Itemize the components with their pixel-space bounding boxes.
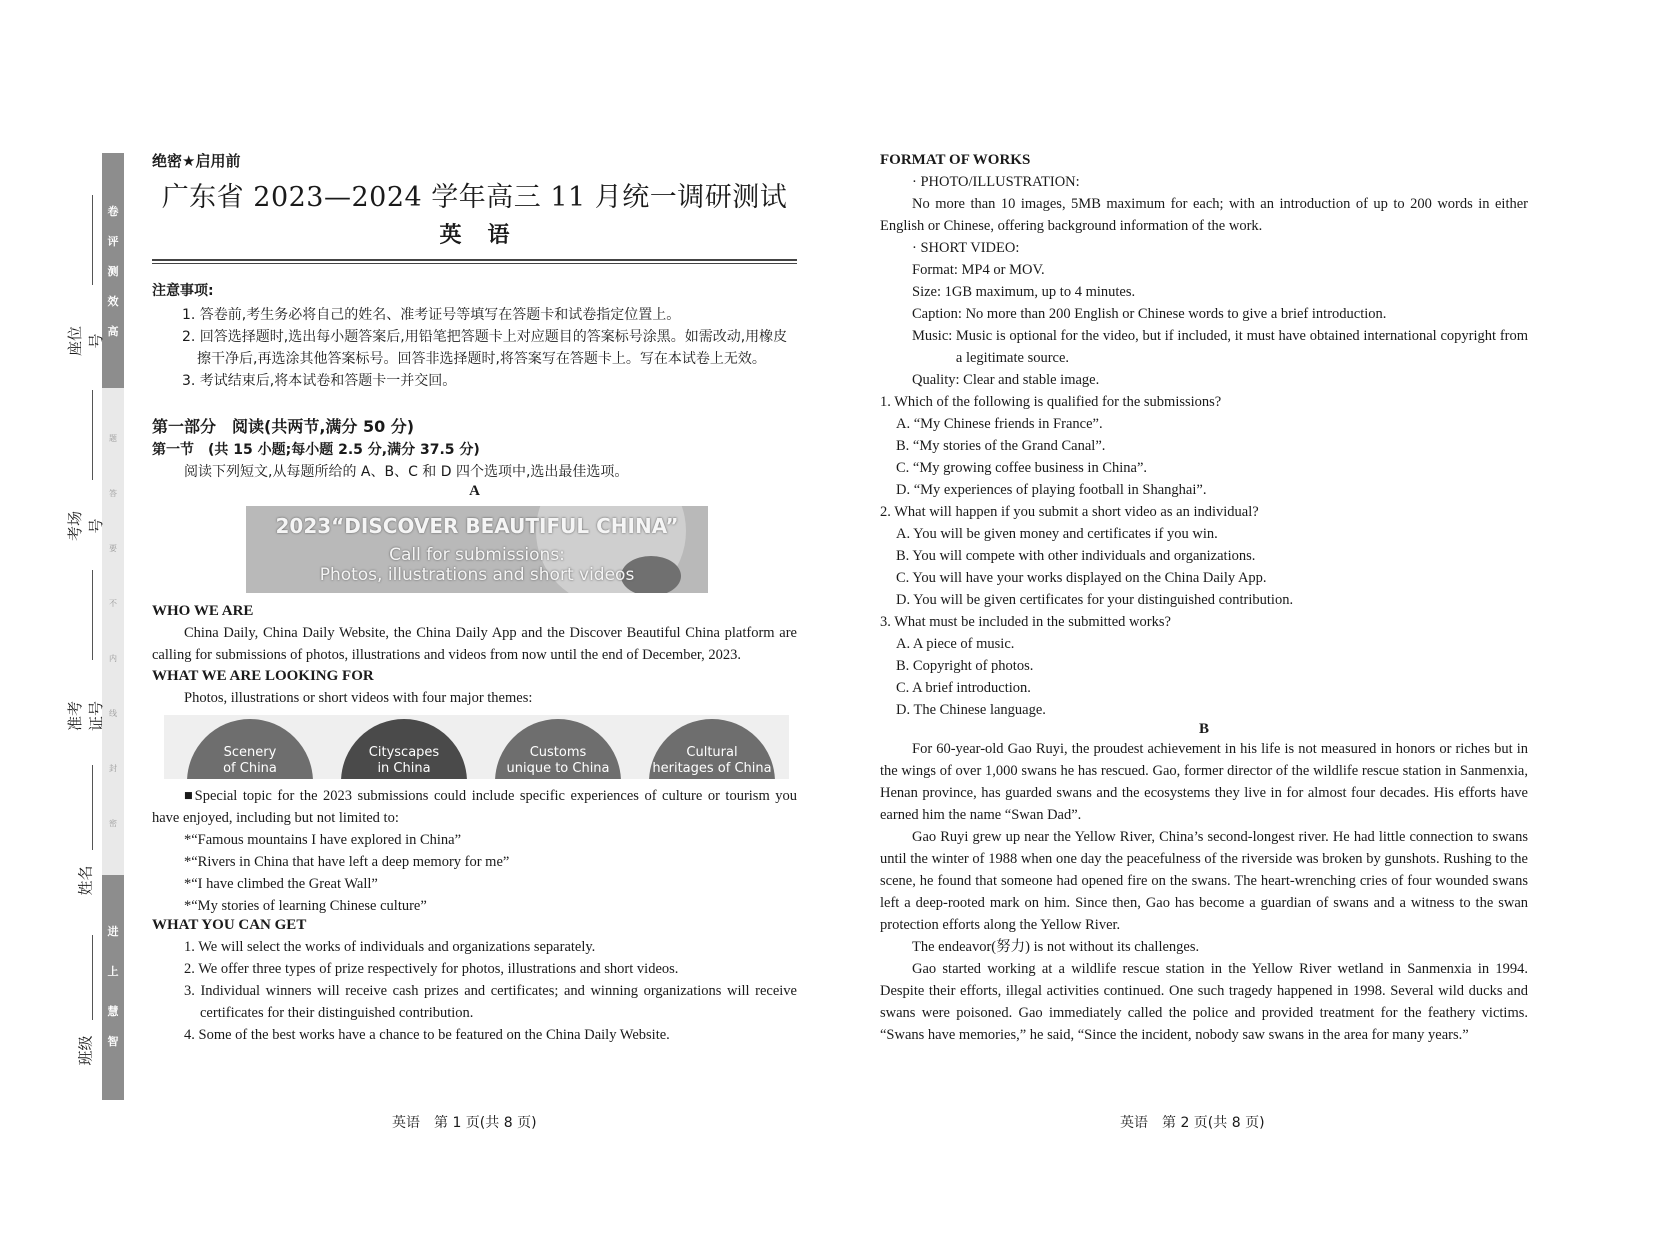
banner-headline: 2023“DISCOVER BEAUTIFUL CHINA” (275, 514, 679, 538)
part-title: 第一部分 阅读(共两节,满分 50 分) (152, 417, 415, 436)
passage-label-b: B (1198, 721, 1209, 737)
answer-option[interactable]: C. A brief introduction. (896, 680, 1031, 696)
theme-circle (341, 719, 467, 779)
answer-option[interactable]: A. A piece of music. (896, 636, 1015, 652)
margin-label: 智 (107, 1035, 119, 1048)
theme-label: unique to China (506, 761, 610, 776)
class-line (92, 935, 93, 1020)
looking-for-text: Photos, illustrations or short videos with four major themes: (184, 690, 533, 706)
passage-b-paragraph: The endeavor(努力) is not without its challenges. (912, 939, 1200, 955)
margin-label: 评 (107, 235, 119, 248)
margin-label: 慧 (107, 1005, 119, 1018)
page-footer: 英语 第 2 页(共 8 页) (1120, 1115, 1265, 1131)
theme-label: Cityscapes (368, 745, 440, 760)
who-we-are-heading: WHO WE ARE (152, 603, 254, 619)
margin-label: 题 (109, 434, 117, 443)
answer-option[interactable]: C. “My growing coffee business in China”. (896, 460, 1148, 476)
theme-label: heritages of China (652, 761, 772, 776)
prize-item: 4. Some of the best works have a chance to be featured on the China Daily Website. (184, 1027, 670, 1043)
admission-number-line (92, 570, 93, 660)
prize-item: 3. Individual winners will receive cash prizes and certificates; and winning organizations will receive certificates for their distinguished contribution. (184, 983, 797, 1021)
class-field[interactable]: 班级 (76, 1035, 95, 1066)
margin-label: 线 (109, 709, 117, 718)
example-topic: *“I have climbed the Great Wall” (184, 876, 378, 892)
passage-label-a: A (469, 483, 480, 499)
admission-number-field[interactable]: 准考证号 (66, 700, 105, 731)
video-requirement: Caption: No more than 200 English or Chinese words to give a brief introduction. (912, 306, 1387, 322)
theme-label: in China (377, 761, 431, 776)
theme-circle (649, 719, 775, 779)
page-1 (152, 150, 797, 1046)
margin-label: 要 (109, 544, 117, 553)
margin-label: 上 (107, 965, 119, 978)
name-line (92, 765, 93, 850)
banner-subline: Photos, illustrations and short videos (319, 565, 635, 585)
question: 1. Which of the following is qualified for the submissions? (880, 394, 1222, 410)
section-instructions: 阅读下列短文,从每题所给的 A、B、C 和 D 四个选项中,选出最佳选项。 (184, 464, 629, 480)
what-you-can-get-heading: WHAT YOU CAN GET (152, 917, 307, 933)
video-requirement: Format: MP4 or MOV. (912, 262, 1045, 278)
passage-b-paragraph: Gao Ruyi grew up near the Yellow River, China’s second-longest river. He had little connection to swans until the winter of 1988 when one day the peacefulness of the riverside was broken by gunshots. Rushing to the scene, he found that someone had opened fire on the swans. The heart-wrenching cries of four wounded swans left a deep-rooted mark on him. Since then, Gao has become a guardian of swans and a witness to the swan protection efforts along the Yellow River. (880, 829, 1528, 933)
margin-label: 进 (107, 925, 119, 938)
margin-label: 内 (109, 654, 117, 663)
example-topic: *“Rivers in China that have left a deep memory for me” (184, 854, 510, 870)
special-topic-text: ■Special topic for the 2023 submissions could include specific experiences of culture or tourism you have enjoyed, including but not limited to: (152, 788, 797, 826)
answer-option[interactable]: D. The Chinese language. (896, 702, 1046, 718)
banner-subline: Call for submissions: (389, 545, 565, 565)
subject-title: 英语 (439, 223, 536, 248)
photo-requirements: No more than 10 images, 5MB maximum for each; with an introduction of up to 200 words in either English or Chinese, offering background information of the work. (880, 196, 1528, 234)
margin-label: 答 (109, 489, 117, 498)
music-label: Music: (912, 328, 956, 344)
notice-title: 注意事项: (152, 283, 214, 299)
looking-for-heading: WHAT WE ARE LOOKING FOR (152, 668, 374, 684)
answer-option[interactable]: B. “My stories of the Grand Canal”. (896, 438, 1106, 454)
title-divider (152, 259, 797, 264)
exam-title: 广东省 2023—2024 学年高三 11 月统一调研测试 (161, 182, 788, 213)
name-field[interactable]: 姓名 (76, 865, 95, 896)
exam-room-field[interactable]: 考场号 (66, 510, 105, 541)
seat-number-line (92, 195, 93, 285)
theme-circle (495, 719, 621, 779)
section-title: 第一节 (共 15 小题;每小题 2.5 分,满分 37.5 分) (152, 442, 480, 458)
prize-item: 2. We offer three types of prize respectively for photos, illustrations and short videos. (184, 961, 679, 977)
margin-label: 卷 (107, 205, 119, 218)
question: 3. What must be included in the submitted works? (880, 614, 1171, 630)
format-heading: FORMAT OF WORKS (880, 152, 1031, 168)
example-topic: *“Famous mountains I have explored in China” (184, 832, 462, 848)
answer-option[interactable]: C. You will have your works displayed on the China Daily App. (896, 570, 1267, 586)
quality-requirement: Quality: Clear and stable image. (912, 372, 1100, 388)
themes-graphic (164, 715, 789, 779)
video-requirement: Size: 1GB maximum, up to 4 minutes. (912, 284, 1136, 300)
music-text: Music is optional for the video, but if included, it must have obtained international copyright from a legitimate source. (955, 328, 1528, 366)
theme-label: of China (223, 761, 277, 776)
page-footer: 英语 第 1 页(共 8 页) (392, 1115, 537, 1131)
notice-item: 2. 回答选择题时,选出每小题答案后,用铅笔把答题卡上对应题目的答案标号涂黑。如需改动,用橡皮擦干净后,再选涂其他答案标号。回答非选择题时,将答案写在答题卡上。写在本试卷上无效。 (182, 329, 788, 367)
music-requirement (880, 325, 1528, 369)
notice-item: 3. 考试结束后,将本试卷和答题卡一并交回。 (182, 373, 457, 389)
passage-b-paragraph: For 60-year-old Gao Ruyi, the proudest achievement in his life is not measured in honors or riches but in the wings of over 1,000 swans he has rescued. Gao, former director of the wildlife rescue station in Sanmenxia, Henan province, has guarded swans and the ecosystems they live in for almost four decades. His efforts have earned him the name “Swan Dad”. (880, 741, 1528, 823)
page-2 (880, 150, 1528, 1046)
prize-item: 1. We will select the works of individuals and organizations separately. (184, 939, 596, 955)
example-topic: *“My stories of learning Chinese culture” (184, 898, 427, 914)
confidential-mark: 绝密★启用前 (152, 152, 241, 170)
answer-option[interactable]: D. You will be given certificates for your distinguished contribution. (896, 592, 1294, 608)
seat-number-field[interactable]: 座位号 (66, 325, 105, 356)
margin-label: 不 (109, 599, 117, 608)
answer-option[interactable]: B. Copyright of photos. (896, 658, 1034, 674)
theme-label: Scenery (223, 745, 277, 760)
video-heading: · SHORT VIDEO: (912, 240, 1020, 256)
theme-label: Cultural (686, 745, 738, 760)
who-we-are-text: China Daily, China Daily Website, the China Daily App and the Discover Beautiful China platform are calling for submissions of photos, illustrations and videos from now until the end of December, 2023. (152, 625, 797, 663)
answer-option[interactable]: D. “My experiences of playing football in Shanghai”. (896, 482, 1207, 498)
notice-item: 1. 答卷前,考生务必将自己的姓名、准考证号等填写在答题卡和试卷指定位置上。 (182, 307, 681, 323)
discover-china-banner (246, 506, 708, 593)
binding-margin (102, 153, 124, 1100)
passage-b-paragraph: Gao started working at a wildlife rescue station in the Yellow River wetland in Sanmenxia in 1994. Despite their efforts, illegal activities continued. One such tragedy happened in 1998. Several wild ducks and swans were poisoned. Gao immediately called the police and provided treatment for the feathery victims. “Swans have memories,” he said, “Since the incident, nobody saw swans in the area for many years.” (880, 961, 1528, 1043)
answer-option[interactable]: A. You will be given money and certificates if you win. (896, 526, 1218, 542)
margin-label: 高 (107, 325, 119, 338)
margin-label: 测 (107, 265, 119, 278)
answer-option[interactable]: B. You will compete with other individuals and organizations. (896, 548, 1256, 564)
photo-heading: · PHOTO/ILLUSTRATION: (912, 174, 1080, 190)
theme-circle (187, 719, 313, 779)
exam-room-line (92, 390, 93, 480)
margin-label: 封 (109, 764, 117, 773)
question: 2. What will happen if you submit a short video as an individual? (880, 504, 1259, 520)
answer-option[interactable]: A. “My Chinese friends in France”. (896, 416, 1103, 432)
margin-label: 效 (107, 295, 119, 308)
margin-dark-band-bottom (102, 875, 124, 1100)
margin-label: 密 (109, 819, 117, 828)
theme-label: Customs (529, 745, 587, 760)
